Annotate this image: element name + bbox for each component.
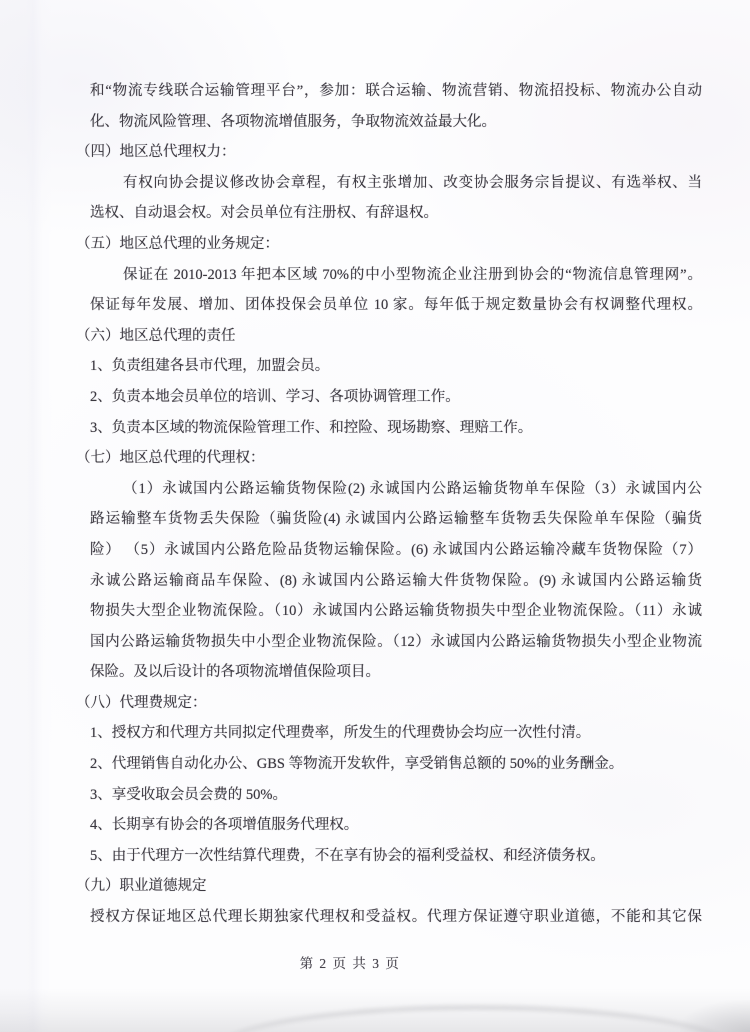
text-line: 化、物流风险管理、各项物流增值服务，争取物流效益最大化。 <box>90 113 496 130</box>
text-line: 路运输整车货物丢失保险（骗货险(4) 永诚国内公路运输整车货物丢失保险单车保险（骗货 <box>90 511 702 528</box>
section-heading: （六）地区总代理的责任 <box>76 327 236 344</box>
section-heading: （七）地区总代理的代理权： <box>76 450 265 467</box>
section-heading: （四）地区总代理权力： <box>76 144 236 161</box>
document-body <box>76 76 702 933</box>
text-line: 授权方保证地区总代理长期独家代理权和受益权。代理方保证遵守职业道德，不能和其它保 <box>90 909 702 926</box>
text-line: 保证在 2010-2013 年把本区域 70%的中小型物流企业注册到协会的“物流信息管理网”。 <box>123 266 702 283</box>
page-number: 第 2 页 共 3 页 <box>299 956 401 971</box>
list-item: 2、代理销售自动化办公、GBS 等物流开发软件，享受销售总额的 50%的业务酬金。 <box>90 756 624 773</box>
text-line: （1）永诚国内公路运输货物保险(2) 永诚国内公路运输货物单车保险（3）永诚国内公 <box>123 480 702 497</box>
corner-shadow <box>680 1000 750 1032</box>
text-line: 国内公路运输货物损失中小型企业物流保险。（12）永诚国内公路运输货物损失小型企业物流 <box>90 633 702 650</box>
list-item: 1、授权方和代理方共同拟定代理费率，所发生的代理费协会均应一次性付清。 <box>90 725 591 742</box>
text-line: 选权、自动退会权。对会员单位有注册权、有辞退权。 <box>90 205 438 222</box>
text-line: 保险。及以后设计的各项物流增值保险项目。 <box>90 664 380 681</box>
text-line: 永诚公路运输商品车保险、(8) 永诚国内公路运输大件货物保险。(9) 永诚国内公路运输货 <box>90 572 702 589</box>
text-line: 和“物流专线联合运输管理平台”，参加：联合运输、物流营销、物流招投标、物流办公自动 <box>90 83 702 99</box>
list-item: 3、享受收取会员会费的 50%。 <box>90 786 287 803</box>
list-item: 1、负责组建各县市代理，加盟会员。 <box>90 358 330 375</box>
list-item: 4、长期享有协会的各项增值服务代理权。 <box>90 817 359 834</box>
text-line: 有权向协会提议修改协会章程，有权主张增加、改变协会服务宗旨提议、有选举权、当 <box>123 174 702 191</box>
list-item: 5、由于代理方一次性结算代理费，不在享有协会的福利受益权、和经济债务权。 <box>90 847 605 864</box>
section-heading: （五）地区总代理的业务规定： <box>76 235 279 252</box>
text-line: 险） （5）永诚国内公路危险品货物运输保险。(6) 永诚国内公路运输冷藏车货物保险（7） <box>90 541 702 558</box>
section-heading: （九）职业道德规定 <box>76 878 207 895</box>
list-item: 2、负责本地会员单位的培训、学习、各项协调管理工作。 <box>90 388 460 405</box>
text-line: 物损失大型企业物流保险。（10）永诚国内公路运输货物损失中型企业物流保险。（11）永诚 <box>90 603 702 620</box>
list-item: 3、负责本区域的物流保险管理工作、和控险、现场勘察、理赔工作。 <box>90 419 533 436</box>
text-line: 保证每年发展、增加、团体投保会员单位 10 家。每年低于规定数量协会有权调整代理权。 <box>90 297 702 314</box>
section-heading: （八）代理费规定： <box>76 694 207 711</box>
